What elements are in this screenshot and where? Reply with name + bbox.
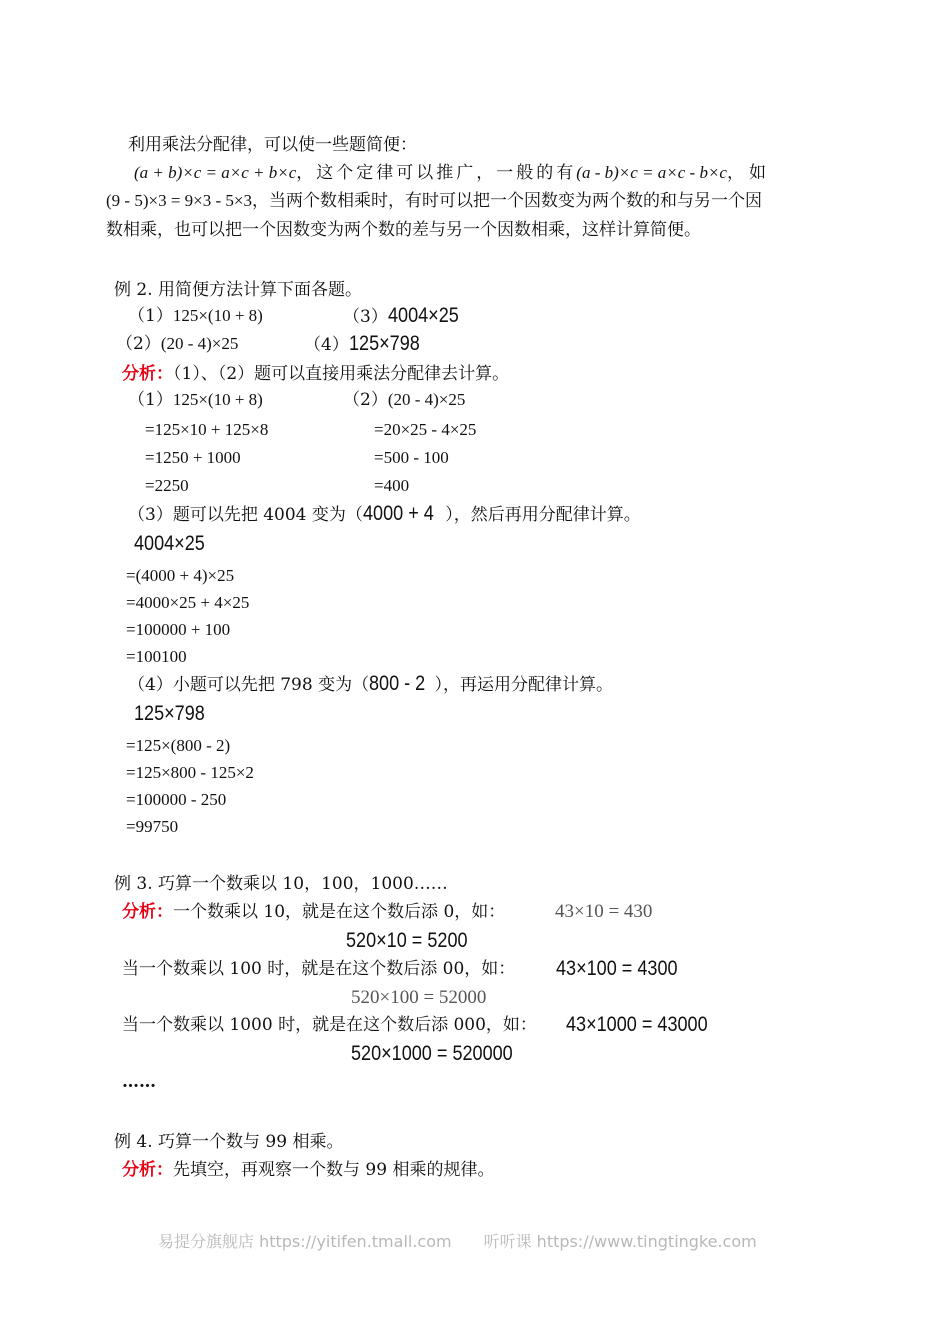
analysis-label: 分析： <box>122 364 173 384</box>
example-4-analysis <box>122 1158 494 1182</box>
solution-4-step: =100000 - 250 <box>126 790 227 809</box>
intro-line-3 <box>106 189 762 213</box>
intro-line-2-end: ，如 <box>726 163 771 183</box>
question-1-expr: 125×(10 + 8) <box>172 306 263 325</box>
example-3-title: 例 3. 巧算一个数乘以 10，100，1000…… <box>114 874 448 894</box>
question-3 <box>343 304 470 329</box>
analysis-text: 一个数乘以 10，就是在这个数后添 0，如： <box>173 902 506 922</box>
solution-1-step: =2250 <box>145 476 189 495</box>
solution-3-step: =100000 + 100 <box>126 620 231 639</box>
question-3-expr: 4004×25 <box>387 304 459 327</box>
solution-4-note <box>128 672 613 697</box>
question-2-label: （2） <box>116 334 161 354</box>
question-1-label: （1） <box>128 306 173 326</box>
question-4 <box>304 332 431 357</box>
solution-1-label: （1） <box>128 390 173 410</box>
solution-4-step: =99750 <box>126 817 179 836</box>
example-expr <box>346 929 487 954</box>
solution-2-step: =400 <box>374 476 410 495</box>
question-1 <box>128 304 263 328</box>
intro-line-2 <box>134 161 771 185</box>
solution-4-step: =125×800 - 125×2 <box>126 763 254 782</box>
intro-line-2-text: ，这个定律可以推广，一般的有 <box>296 163 577 183</box>
solution-3-note-end: ），然后再用分配律计算。 <box>445 505 641 525</box>
solution-3-step: =100100 <box>126 647 187 666</box>
solution-3-head-expr: 4004×25 <box>134 532 205 555</box>
formula-distributive-sum: (a + b)×c = a×c + b×c <box>134 163 297 182</box>
example-expr <box>556 957 697 982</box>
solution-2-expr: (20 - 4)×25 <box>387 390 466 409</box>
solution-1-step: =1250 + 1000 <box>145 448 241 467</box>
example-3-analysis <box>122 900 505 924</box>
question-2-expr: (20 - 4)×25 <box>160 334 239 353</box>
footer-watermark: 易提分旗舰店 https://yitifen.tmall.com 听听课 https://www.tingtingke.com <box>158 1232 757 1251</box>
analysis-text: （1）、（2）题可以直接用乘法分配律去计算。 <box>173 364 510 384</box>
intro-line-1: 利用乘法分配律，可以使一些题简便： <box>128 135 417 155</box>
solution-4-head <box>134 702 216 727</box>
analysis-text: 先填空，再观察一个数与 99 相乘的规律。 <box>173 1160 495 1180</box>
solution-4-note-expr: 800 - 2 <box>369 672 426 695</box>
solution-4-note-text: （4）小题可以先把 798 变为（ <box>128 675 370 695</box>
question-2 <box>116 332 238 356</box>
solution-3-note <box>128 502 641 527</box>
intro-line-3-text: ，当两个数相乘时，有时可以把一个因数变为两个数的和与另一个因 <box>252 191 762 211</box>
solution-3-step: =4000×25 + 4×25 <box>126 593 250 612</box>
question-4-label: （4） <box>304 335 349 355</box>
solution-4-step: =125×(800 - 2) <box>126 736 231 755</box>
intro-line-4: 数相乘，也可以把一个因数变为两个数的差与另一个因数相乘，这样计算简便。 <box>106 220 701 240</box>
example-2-analysis <box>122 362 509 386</box>
solution-4-head-expr: 125×798 <box>134 702 205 725</box>
solution-2-head <box>343 388 465 412</box>
example-expr-value: 520×1000 = 520000 <box>351 1042 513 1065</box>
analysis-label: 分析： <box>122 1160 173 1180</box>
solution-3-note-text: （3）题可以先把 4004 变为（ <box>128 505 363 525</box>
solution-3-note-expr: 4000 + 4 <box>362 502 434 525</box>
solution-1-head <box>128 388 263 412</box>
example-expr: 520×100 = 52000 <box>351 987 487 1008</box>
solution-4-note-end: ），再运用分配律计算。 <box>434 675 613 695</box>
example-expr <box>351 1042 539 1067</box>
example-2-title: 例 2. 用简便方法计算下面各题。 <box>114 280 363 300</box>
solution-1-expr: 125×(10 + 8) <box>172 390 263 409</box>
example-expr: 43×10 = 430 <box>555 901 653 922</box>
formula-distributive-diff: (a - b)×c = a×c - b×c <box>576 163 727 182</box>
example-3-rule-100: 当一个数乘以 100 时，就是在这个数后添 00，如： <box>122 959 516 979</box>
solution-1-step: =125×10 + 125×8 <box>145 420 269 439</box>
formula-example: (9 - 5)×3 = 9×3 - 5×3 <box>106 191 252 210</box>
solution-2-label: （2） <box>343 390 388 410</box>
example-expr-value: 43×100 = 4300 <box>556 957 678 980</box>
analysis-label: 分析： <box>122 902 173 922</box>
solution-2-step: =500 - 100 <box>374 448 449 467</box>
solution-2-step: =20×25 - 4×25 <box>374 420 477 439</box>
example-3-rule-1000: 当一个数乘以 1000 时，就是在这个数后添 000，如： <box>122 1015 537 1035</box>
solution-3-head <box>134 532 216 557</box>
example-expr-value: 520×10 = 5200 <box>346 929 468 952</box>
solution-3-step: =(4000 + 4)×25 <box>126 566 235 585</box>
question-4-expr: 125×798 <box>348 332 420 355</box>
example-expr-value: 43×1000 = 43000 <box>566 1013 708 1036</box>
example-expr <box>566 1013 731 1038</box>
question-3-label: （3） <box>343 307 388 327</box>
example-4-title: 例 4. 巧算一个数与 99 相乘。 <box>114 1132 344 1152</box>
ellipsis: …… <box>122 1072 156 1092</box>
